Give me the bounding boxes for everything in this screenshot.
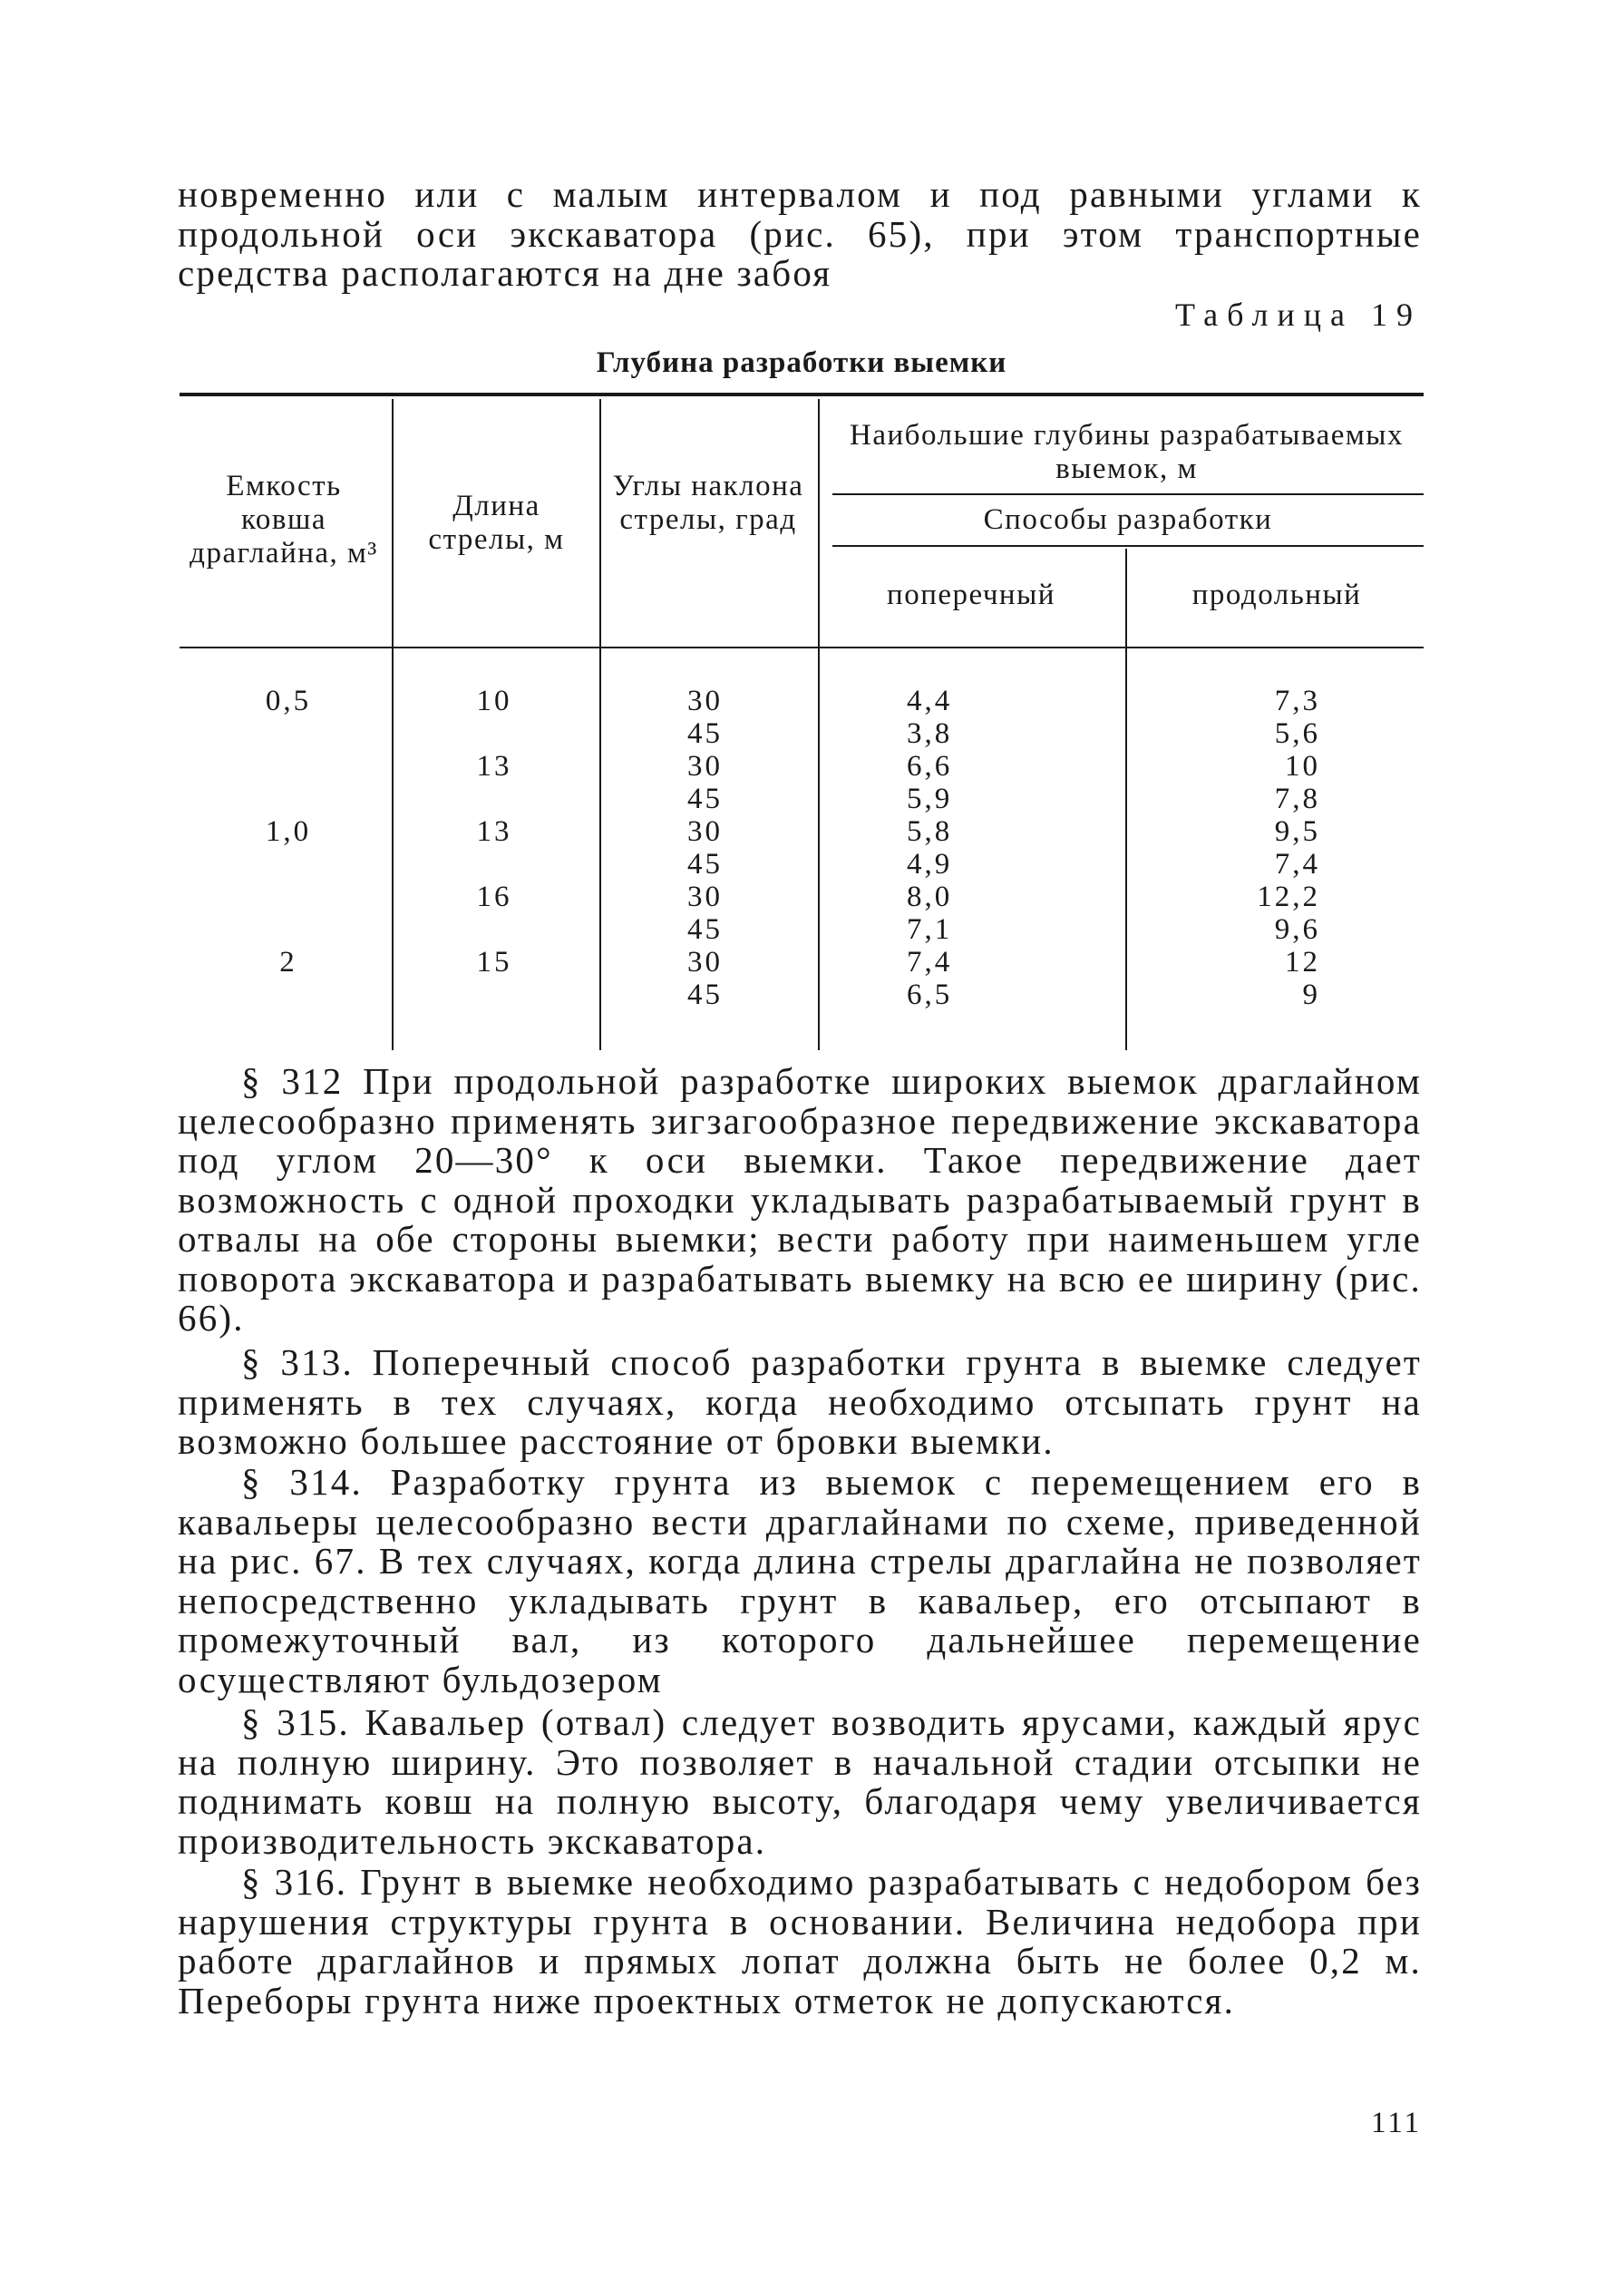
header-bottom-rule (180, 647, 1424, 648)
cell-boom-length (404, 979, 585, 1011)
cell-transverse-depth: 6,5 (907, 979, 953, 1011)
cell-angle: 30 (687, 946, 723, 979)
cell-angle: 45 (687, 848, 723, 881)
cell-transverse-depth: 3,8 (907, 717, 953, 750)
cell-capacity: 1,0 (265, 815, 312, 848)
cell-capacity: 0,5 (265, 685, 312, 717)
cell-capacity (180, 717, 397, 750)
cell-boom-length: 15 (476, 946, 512, 979)
cell-boom-length: 13 (476, 815, 512, 848)
cell-angle: 45 (687, 717, 723, 750)
cell-boom-length: 13 (476, 750, 512, 783)
cell-transverse-depth: 5,8 (907, 815, 953, 848)
cell-boom-length (404, 717, 585, 750)
cell-capacity: 2 (279, 946, 297, 979)
cell-capacity (180, 848, 397, 881)
cell-boom-length (404, 913, 585, 946)
header-max-depths: Наибольшие глубины разрабатываемых выемок, м (850, 419, 1404, 485)
cell-angle: 30 (687, 750, 723, 783)
header-boom-length: Длина стрелы, м (428, 490, 565, 556)
cell-longitudinal-depth: 10 (1285, 750, 1320, 783)
header-methods: Способы разработки (983, 503, 1273, 536)
table-label: Таблица 19 (1175, 297, 1422, 333)
cell-longitudinal-depth: 9,6 (1274, 913, 1320, 946)
cell-transverse-depth: 6,6 (907, 750, 953, 783)
section-316: § 316. Грунт в выемке необходимо разрабатывать с недобором без нарушения структуры грунта в основании. Величина недобора при работе драглайнов и прямых лопат должна быть не более 0,2 м. Переборы грунта ниже проектных отметок не допускаются. (178, 1861, 1422, 2021)
cell-longitudinal-depth: 12 (1285, 946, 1320, 979)
cell-capacity (180, 783, 397, 815)
header-capacity: Емкость ковша драглайна, м³ (190, 470, 378, 570)
column-transverse (907, 685, 988, 1011)
header-transverse: поперечный (887, 579, 1055, 611)
table-top-rule (180, 393, 1424, 396)
column-divider (818, 399, 820, 1050)
cell-boom-length: 10 (476, 685, 512, 717)
cell-transverse-depth: 4,9 (907, 848, 953, 881)
cell-capacity (180, 979, 397, 1011)
cell-transverse-depth: 5,9 (907, 783, 953, 815)
intro-line: новременно или с малым интервалом и под равными углами к (178, 173, 1422, 215)
intro-line: средства располагаются на дне забоя (178, 252, 832, 294)
cell-capacity (180, 750, 397, 783)
cell-longitudinal-depth: 7,3 (1274, 685, 1320, 717)
column-angle (603, 685, 807, 1011)
cell-angle: 30 (687, 881, 723, 913)
cell-boom-length (404, 783, 585, 815)
cell-capacity (180, 881, 397, 913)
section-314: § 314. Разработку грунта из выемок с перемещением его в кавальеры целесообразно вести драглайнами по схеме, приведенной на рис. 67. В тех случаях, когда длина стрелы драглайна не позволяет непосредственно укладывать грунт в кавальер, его отсыпают в промежуточный вал, из которого дальнейшее перемещение осуществляют бульдозером (178, 1461, 1422, 1700)
page-number: 111 (1370, 2107, 1422, 2139)
cell-longitudinal-depth: 9 (1302, 979, 1320, 1011)
cell-capacity (180, 913, 397, 946)
cell-angle: 30 (687, 685, 723, 717)
section-315: § 315. Кавальер (отвал) следует возводить ярусами, каждый ярус на полную ширину. Это позволяет в начальной стадии отсыпки не поднимать ковш на полную высоту, благодаря чему увеличивается производительность экскаватора. (178, 1701, 1422, 1862)
column-divider (599, 399, 601, 1050)
cell-longitudinal-depth: 5,6 (1274, 717, 1320, 750)
cell-angle: 45 (687, 913, 723, 946)
cell-longitudinal-depth: 7,8 (1274, 783, 1320, 815)
cell-boom-length: 16 (476, 881, 512, 913)
column-divider (1125, 549, 1127, 1050)
cell-boom-length (404, 848, 585, 881)
cell-transverse-depth: 7,1 (907, 913, 953, 946)
cell-angle: 30 (687, 815, 723, 848)
cell-transverse-depth: 8,0 (907, 881, 953, 913)
header-longitudinal: продольный (1191, 579, 1362, 611)
table-title: Глубина разработки выемки (596, 346, 1007, 379)
cell-angle: 45 (687, 979, 723, 1011)
header-angles: Углы наклона стрелы, град (612, 470, 804, 536)
cell-angle: 45 (687, 783, 723, 815)
column-longitudinal (1179, 685, 1320, 1011)
depth-table (0, 0, 1624, 1052)
header-rule-max-depths (832, 493, 1424, 495)
cell-longitudinal-depth: 9,5 (1274, 815, 1320, 848)
section-312: § 312 При продольной разработке широких выемок драглайном целесообразно применять зигзагообразное передвижение экскаватора под углом 20—30° к оси выемки. Такое передвижение дает возможность с одной проходки укладывать разрабатываемый грунт в отвалы на обе стороны выемки; вести работу при наименьшем угле поворота экскаватора и разрабатывать выемку на всю ее ширину (рис. 66). (178, 1060, 1422, 1339)
cell-transverse-depth: 4,4 (907, 685, 953, 717)
cell-longitudinal-depth: 12,2 (1257, 881, 1320, 913)
header-rule-methods (832, 545, 1424, 547)
section-313: § 313. Поперечный способ разработки грунта в выемке следует применять в тех случаях, когда необходимо отсыпать грунт на возможно большее расстояние от бровки выемки. (178, 1341, 1422, 1462)
intro-line: продольной оси экскаватора (рис. 65), при этом транспортные (178, 212, 1422, 255)
column-capacity (180, 685, 397, 1011)
cell-transverse-depth: 7,4 (907, 946, 953, 979)
cell-longitudinal-depth: 7,4 (1274, 848, 1320, 881)
column-boom-length (404, 685, 585, 1011)
